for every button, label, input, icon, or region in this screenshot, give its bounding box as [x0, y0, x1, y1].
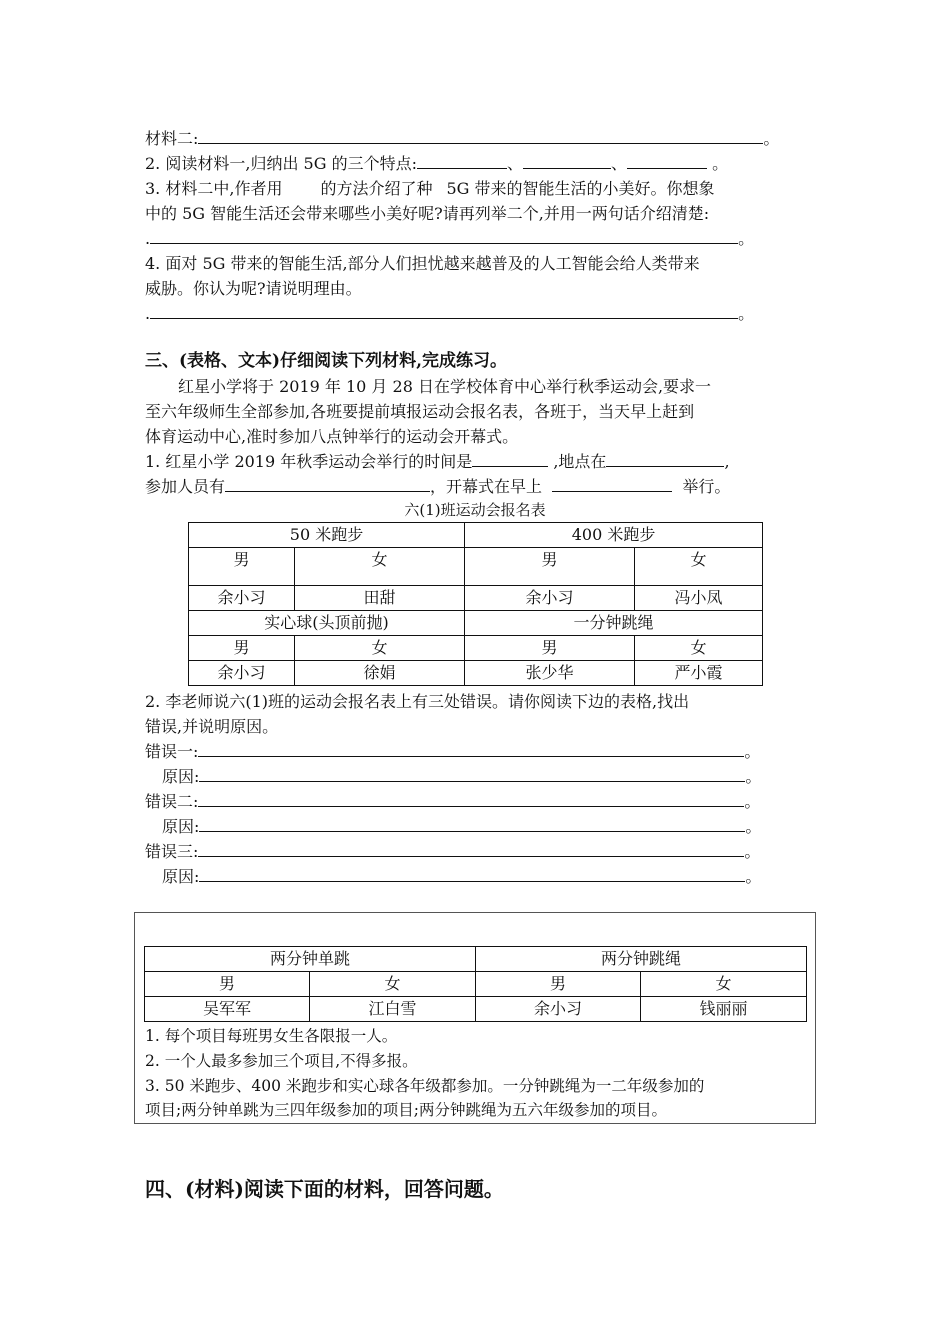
registration-table-caption: 六(1)班运动会报名表: [404, 501, 546, 519]
registration-table: [188, 522, 763, 686]
rules-box: [134, 912, 816, 1124]
question-2-line2: 错误,并说明原因。: [145, 717, 279, 736]
table-cell: 余小习: [189, 586, 295, 611]
two-minute-events-table: [144, 946, 807, 1022]
answer-blank[interactable]: [627, 153, 707, 169]
section-3-heading: 三、(表格、文本)仔细阅读下列材料,完成练习。: [145, 351, 508, 371]
error-2-line: 错误二: 。: [145, 792, 761, 811]
header-female: 女: [635, 636, 763, 661]
table-cell: 冯小凤: [635, 586, 763, 611]
table-cell: 张少华: [465, 661, 635, 686]
question-3-answer-line: . 。: [145, 229, 755, 248]
answer-blank[interactable]: [199, 766, 745, 782]
header-female: 女: [635, 548, 763, 586]
section-4-heading: 四、(材料)阅读下面的材料，回答问题。: [145, 1177, 504, 1201]
table-cell: 余小习: [189, 661, 295, 686]
answer-blank[interactable]: [199, 866, 745, 882]
header-two-minute-rope: 两分钟跳绳: [476, 947, 807, 972]
answer-blank[interactable]: [523, 153, 611, 169]
header-female: 女: [310, 972, 476, 997]
question-2-line1: 2. 李老师说六(1)班的运动会报名表上有三处错误。请你阅读下边的表格,找出: [145, 692, 690, 711]
header-medicine-ball: 实心球(头顶前抛): [189, 611, 465, 636]
passage-line-3: 体育运动中心,准时参加八点钟举行的运动会开幕式。: [145, 427, 519, 446]
error-1-line: 错误一: 。: [145, 742, 761, 761]
header-two-minute-single: 两分钟单跳: [145, 947, 476, 972]
rule-2: 2. 一个人最多参加三个项目,不得多报。: [145, 1052, 418, 1070]
answer-blank[interactable]: [417, 153, 507, 169]
answer-blank[interactable]: [198, 741, 744, 757]
header-male: 男: [189, 636, 295, 661]
material2-answer-line: 材料二: 。: [145, 129, 780, 148]
rule-3-line1: 3. 50 米跑步、400 米跑步和实心球各年级都参加。一分钟跳绳为一二年级参加的: [145, 1077, 705, 1095]
error-3-line: 错误三: 。: [145, 842, 761, 861]
header-male: 男: [476, 972, 641, 997]
table-cell: 余小习: [476, 997, 641, 1022]
answer-blank-opening-time[interactable]: [552, 476, 672, 492]
question-4-line2: 威胁。你认为呢?请说明理由。: [145, 279, 362, 298]
question-4-answer-line: . 。: [145, 304, 755, 323]
answer-blank[interactable]: [198, 791, 744, 807]
header-male: 男: [145, 972, 310, 997]
answer-blank-participants[interactable]: [225, 476, 430, 492]
answer-blank[interactable]: [198, 841, 744, 857]
answer-blank-time[interactable]: [472, 451, 548, 467]
question-4-line1: 4. 面对 5G 带来的智能生活,部分人们担忧越来越普及的人工智能会给人类带来: [145, 254, 700, 273]
header-female: 女: [641, 972, 807, 997]
answer-blank[interactable]: [199, 816, 745, 832]
reason-3-line: 原因: 。: [162, 867, 762, 886]
answer-blank[interactable]: [198, 128, 763, 144]
answer-blank-place[interactable]: [606, 451, 724, 467]
table-cell: 徐娟: [295, 661, 465, 686]
header-female: 女: [295, 636, 465, 661]
reason-2-line: 原因: 。: [162, 817, 762, 836]
question-1-line1: 1. 红星小学 2019 年秋季运动会举行的时间是 ,地点在 ,: [145, 452, 730, 471]
header-male: 男: [189, 548, 295, 586]
answer-blank[interactable]: [150, 228, 738, 244]
rule-1: 1. 每个项目每班男女生各限报一人。: [145, 1027, 398, 1045]
question-1-line2: 参加人员有 ，开幕式在早上 举行。: [145, 477, 731, 496]
table-cell: 吴军军: [145, 997, 310, 1022]
passage-line-2: 至六年级师生全部参加,各班要提前填报运动会报名表，各班于，当天早上赶到: [145, 402, 695, 421]
question-2-5g-features: 2. 阅读材料一,归纳出 5G 的三个特点: 、 、 。: [145, 154, 729, 173]
table-cell: 余小习: [465, 586, 635, 611]
table-cell: 严小霞: [635, 661, 763, 686]
header-male: 男: [465, 636, 635, 661]
reason-1-line: 原因: 。: [162, 767, 762, 786]
header-female: 女: [295, 548, 465, 586]
table-cell: 钱丽丽: [641, 997, 807, 1022]
table-cell: 田甜: [295, 586, 465, 611]
rule-3-line2: 项目;两分钟单跳为三四年级参加的项目;两分钟跳绳为五六年级参加的项目。: [145, 1101, 667, 1119]
header-male: 男: [465, 548, 635, 586]
passage-line-1: 红星小学将于 2019 年 10 月 28 日在学校体育中心举行秋季运动会,要求一: [178, 377, 712, 396]
header-400m: 400 米跑步: [465, 523, 763, 548]
table-cell: 江白雪: [310, 997, 476, 1022]
question-3-line2: 中的 5G 智能生活还会带来哪些小美好呢?请再列举二个,并用一两句话介绍清楚:: [145, 204, 710, 223]
header-one-minute-rope: 一分钟跳绳: [465, 611, 763, 636]
header-50m: 50 米跑步: [189, 523, 465, 548]
question-3-line1: 3. 材料二中,作者用 的方法介绍了种 5G 带来的智能生活的小美好。你想象: [145, 179, 715, 198]
answer-blank[interactable]: [150, 303, 738, 319]
